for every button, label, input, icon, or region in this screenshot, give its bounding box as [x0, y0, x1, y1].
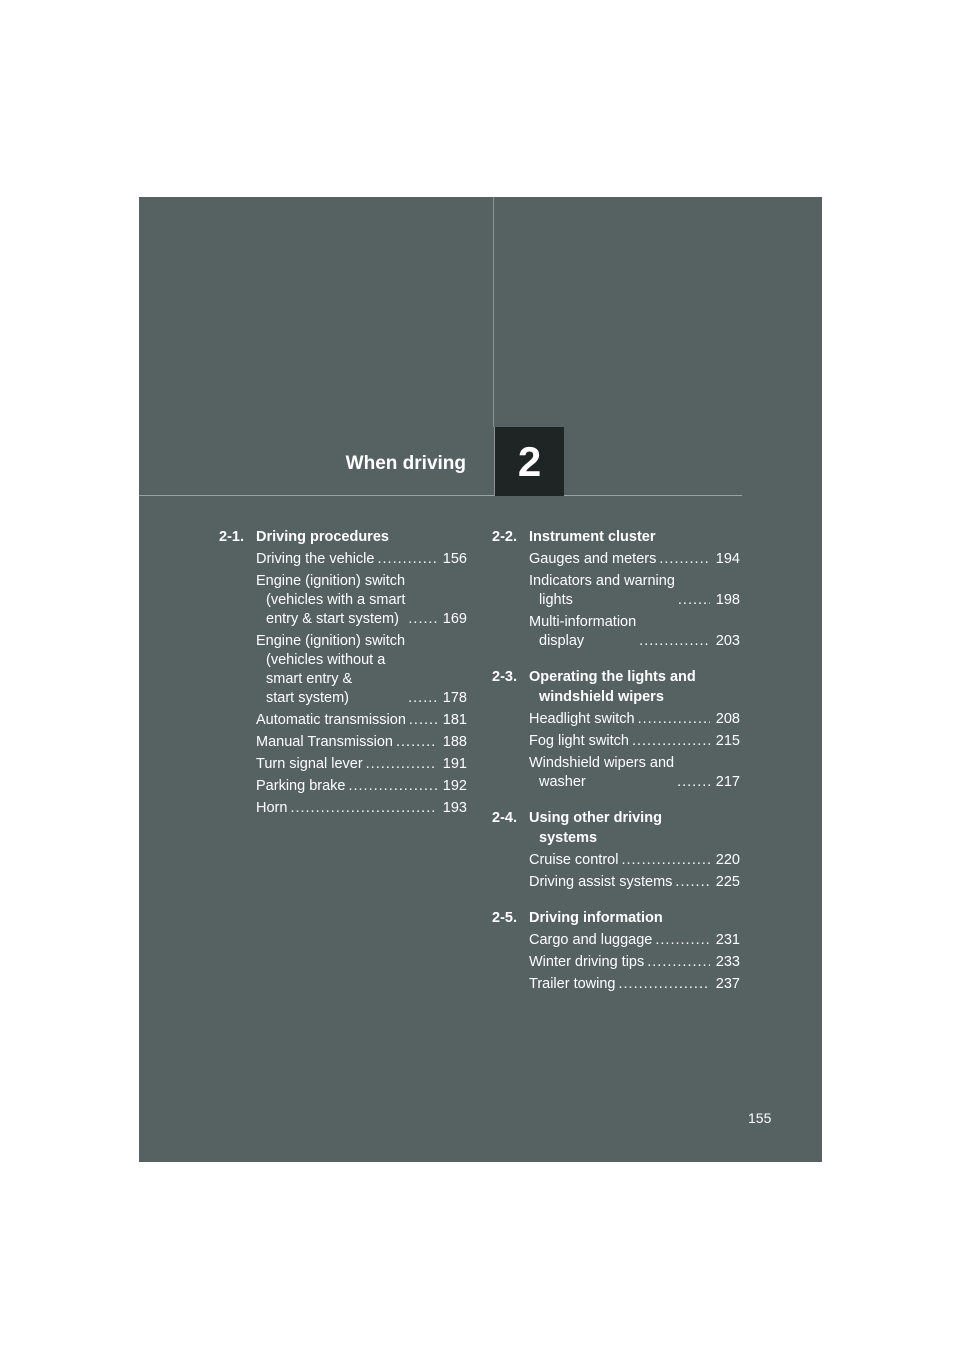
- section-title: [529, 527, 740, 547]
- entry-title: [256, 799, 287, 818]
- section-title-line: Driving information: [529, 910, 663, 926]
- entry-page-number: 237: [715, 976, 740, 992]
- dot-leader: [348, 777, 437, 796]
- toc-entry[interactable]: [529, 975, 740, 994]
- section-heading: [492, 908, 740, 931]
- chapter-title: When driving: [345, 453, 466, 474]
- toc-entry[interactable]: [256, 733, 467, 752]
- entry-title: [529, 975, 616, 994]
- toc-section: [492, 808, 740, 892]
- entry-page-number: 225: [715, 874, 740, 890]
- entry-title: [529, 613, 636, 651]
- entry-title: [256, 572, 405, 629]
- entry-title-line: Headlight switch: [529, 711, 635, 727]
- entry-title-line: Cruise control: [529, 852, 619, 868]
- entry-title-line: Automatic transmission: [256, 712, 406, 728]
- toc-entry[interactable]: [256, 799, 467, 818]
- dot-leader: [675, 873, 710, 892]
- entry-title-line: smart entry &: [266, 671, 353, 687]
- entry-title: [256, 777, 345, 796]
- entry-title: [256, 755, 363, 774]
- section-title-line: Instrument cluster: [529, 529, 656, 545]
- entry-title-line: Driving assist systems: [529, 874, 673, 890]
- entry-title-line: (vehicles without a: [266, 652, 386, 668]
- toc-entry[interactable]: [256, 572, 467, 629]
- dot-leader: [632, 732, 710, 751]
- toc-entry[interactable]: [256, 777, 467, 796]
- toc-entry[interactable]: [529, 550, 740, 569]
- toc-entry[interactable]: [529, 931, 740, 950]
- entry-title-line: washer: [539, 774, 586, 790]
- entry-title-line: Engine (ignition) switch: [256, 633, 406, 649]
- entry-page-number: 215: [715, 733, 740, 749]
- section-title: [529, 808, 740, 848]
- toc-entry[interactable]: [529, 710, 740, 729]
- entry-title: [529, 572, 675, 610]
- entry-title-line: start system): [266, 690, 349, 706]
- dot-leader: [638, 710, 710, 729]
- toc-entry[interactable]: [529, 873, 740, 892]
- section-title-line: windshield wipers: [539, 689, 664, 705]
- section-title-line: Operating the lights and: [529, 669, 696, 685]
- section-title-line: systems: [539, 830, 598, 846]
- section-number: 2-4.: [492, 810, 517, 826]
- toc-entry[interactable]: [256, 711, 467, 730]
- toc-entry[interactable]: [256, 550, 467, 569]
- dot-leader: [647, 953, 710, 972]
- toc-section: [219, 527, 467, 818]
- section-entries: [492, 931, 740, 994]
- entry-title-line: Fog light switch: [529, 733, 629, 749]
- section-entries: [492, 851, 740, 892]
- entry-title: [256, 711, 406, 730]
- toc-section: [492, 527, 740, 651]
- horizontal-divider: [139, 495, 742, 496]
- dot-leader: [290, 799, 437, 818]
- section-entries: [219, 550, 467, 818]
- toc-entry[interactable]: [529, 732, 740, 751]
- dot-leader: [409, 711, 437, 730]
- section-title-line: Using other driving: [529, 810, 662, 826]
- toc-entry[interactable]: [256, 632, 467, 708]
- section-entries: [492, 710, 740, 792]
- section-heading: [219, 527, 467, 550]
- section-title: [256, 527, 467, 547]
- entry-title-line: Engine (ignition) switch: [256, 573, 406, 589]
- entry-page-number: 233: [715, 954, 740, 970]
- page-number: 155: [748, 1110, 772, 1126]
- section-heading: [492, 527, 740, 550]
- entry-title: [529, 851, 618, 870]
- entry-page-number: 192: [442, 778, 467, 794]
- toc-section: [492, 908, 740, 994]
- entry-page-number: 194: [715, 551, 740, 567]
- entry-page-number: 181: [442, 712, 467, 728]
- vertical-divider: [493, 197, 494, 427]
- chapter-number-badge: [494, 427, 564, 496]
- entry-title: [529, 953, 644, 972]
- toc-right-column: [492, 527, 740, 1010]
- dot-leader: [659, 550, 710, 569]
- entry-page-number: 193: [442, 800, 467, 816]
- dot-leader: [678, 591, 710, 610]
- dot-leader: [377, 550, 437, 569]
- entry-title-line: Manual Transmission: [256, 734, 393, 750]
- entry-title-line: Indicators and warning: [529, 573, 675, 589]
- section-heading: [492, 808, 740, 851]
- entry-title: [256, 550, 374, 569]
- toc-entry[interactable]: [529, 572, 740, 610]
- entry-page-number: 191: [442, 756, 467, 772]
- section-number: 2-3.: [492, 669, 517, 685]
- section-title: [529, 667, 740, 707]
- toc-entry[interactable]: [529, 953, 740, 972]
- entry-title-line: Horn: [256, 800, 288, 816]
- entry-page-number: 231: [715, 932, 740, 948]
- entry-title-line: Driving the vehicle: [256, 551, 375, 567]
- dot-leader: [639, 632, 710, 651]
- entry-page-number: 217: [715, 774, 740, 790]
- section-heading: [492, 667, 740, 710]
- entry-page-number: 169: [442, 611, 467, 627]
- section-title: [529, 908, 740, 928]
- entry-title: [529, 550, 656, 569]
- entry-title-line: display: [539, 633, 585, 649]
- dot-leader: [619, 975, 711, 994]
- toc-entry[interactable]: [256, 755, 467, 774]
- entry-title-line: Trailer towing: [529, 976, 616, 992]
- toc-entry[interactable]: [529, 613, 740, 651]
- entry-page-number: 203: [715, 633, 740, 649]
- section-title-line: Driving procedures: [256, 529, 389, 545]
- toc-left-column: [219, 527, 467, 834]
- dot-leader: [677, 773, 710, 792]
- section-entries: [492, 550, 740, 651]
- dot-leader: [408, 610, 437, 629]
- toc-entry[interactable]: [529, 754, 740, 792]
- chapter-number: 2: [517, 437, 542, 485]
- entry-title-line: Winter driving tips: [529, 954, 645, 970]
- entry-title-line: Cargo and luggage: [529, 932, 653, 948]
- dot-leader: [655, 931, 710, 950]
- section-number: 2-5.: [492, 910, 517, 926]
- entry-title-line: lights: [539, 592, 573, 608]
- entry-title: [529, 754, 674, 792]
- entry-page-number: 208: [715, 711, 740, 727]
- dot-leader: [408, 689, 437, 708]
- section-number: 2-1.: [219, 529, 244, 545]
- entry-page-number: 198: [715, 592, 740, 608]
- entry-title-line: Parking brake: [256, 778, 346, 794]
- entry-title-line: Windshield wipers and: [529, 755, 675, 771]
- entry-title: [256, 632, 405, 708]
- dot-leader: [366, 755, 437, 774]
- entry-title-line: (vehicles with a smart: [266, 592, 406, 608]
- toc-section: [492, 667, 740, 792]
- section-number: 2-2.: [492, 529, 517, 545]
- dot-leader: [396, 733, 437, 752]
- entry-page-number: 178: [442, 690, 467, 706]
- entry-page-number: 220: [715, 852, 740, 868]
- entry-title-line: Turn signal lever: [256, 756, 363, 772]
- toc-entry[interactable]: [529, 851, 740, 870]
- entry-title: [256, 733, 393, 752]
- entry-title: [529, 710, 635, 729]
- entry-title: [529, 931, 652, 950]
- entry-title-line: entry & start system): [266, 611, 399, 627]
- dot-leader: [621, 851, 710, 870]
- entry-page-number: 188: [442, 734, 467, 750]
- entry-title: [529, 732, 629, 751]
- entry-page-number: 156: [442, 551, 467, 567]
- entry-title-line: Multi-information: [529, 614, 637, 630]
- entry-title-line: Gauges and meters: [529, 551, 657, 567]
- entry-title: [529, 873, 672, 892]
